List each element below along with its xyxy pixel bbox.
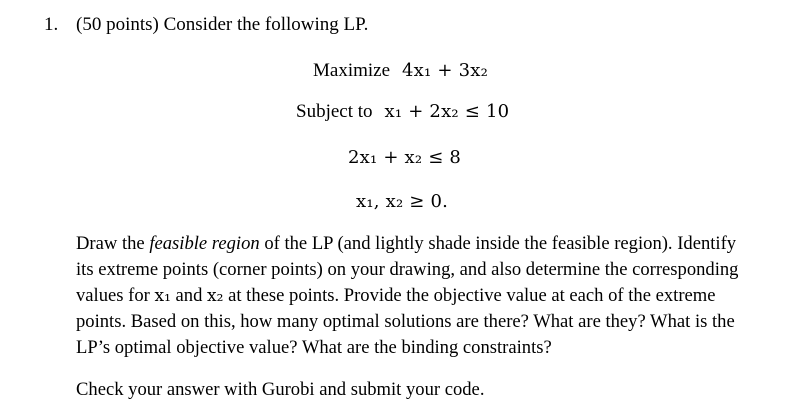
lp-objective-row bbox=[313, 60, 488, 82]
instructions-paragraph bbox=[76, 231, 790, 361]
instructions-line-3 bbox=[76, 283, 790, 309]
line3-pre: values for bbox=[76, 285, 155, 306]
constraint-1: x₁ + 2x₂ ≤ 10 bbox=[384, 101, 510, 122]
feasible-region-emphasis: feasible region bbox=[149, 233, 260, 254]
line3-post: at these points. Provide the objective value at each of the extreme bbox=[223, 285, 716, 306]
objective-keyword: Maximize bbox=[313, 60, 391, 81]
instructions-line-5: LP’s optimal objective value? What are the binding constraints? bbox=[76, 337, 552, 358]
objective-expression: 4x₁ + 3x₂ bbox=[402, 60, 488, 81]
constraint-2: 2x₁ + x₂ ≤ 8 bbox=[348, 147, 462, 168]
lp-nonnegativity-row bbox=[356, 191, 448, 213]
instructions-line-2: its extreme points (corner points) on your drawing, and also determine the corresponding bbox=[76, 259, 739, 280]
line1-pre: Draw the bbox=[76, 233, 150, 254]
variable-x2: x₂ bbox=[207, 286, 224, 306]
variable-x1: x₁ bbox=[154, 286, 171, 306]
subject-to-keyword: Subject to bbox=[296, 101, 373, 122]
nonnegativity-constraint: x₁, x₂ ≥ 0. bbox=[356, 191, 449, 212]
question-number: 1. bbox=[44, 14, 59, 35]
line3-mid: and bbox=[170, 285, 208, 306]
instructions-line-4: points. Based on this, how many optimal solutions are there? What are they? What is the bbox=[76, 311, 735, 332]
lp-constraint-1-row bbox=[296, 101, 509, 123]
instructions-line-1 bbox=[76, 231, 790, 257]
line1-post: of the LP (and lightly shade inside the feasible region). Identify bbox=[259, 233, 737, 254]
lp-constraint-2-row bbox=[348, 147, 461, 169]
check-instructions: Check your answer with Gurobi and submit your code. bbox=[76, 379, 485, 400]
question-header: (50 points) Consider the following LP. bbox=[76, 14, 369, 35]
